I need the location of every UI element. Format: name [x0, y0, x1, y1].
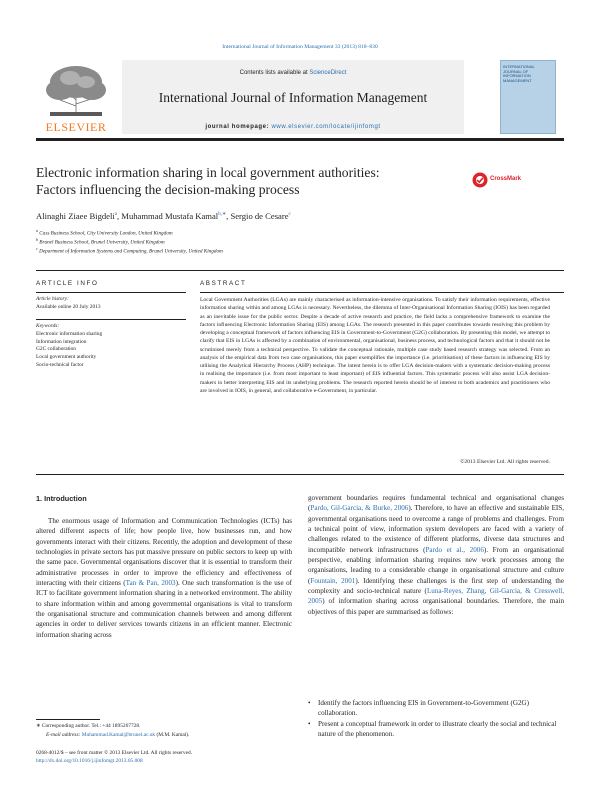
footnote-rule — [36, 719, 100, 720]
body-column-right — [308, 493, 564, 617]
keywords-block — [36, 323, 186, 370]
homepage-label: journal homepage: — [205, 124, 270, 130]
article-title-line1: Electronic information sharing in local government authorities: — [36, 165, 380, 180]
article-info-heading: ARTICLE INFO — [36, 280, 99, 287]
keyword-item: Information integration — [36, 338, 87, 345]
affiliation-text: Brunel Business School, Brunel University, United Kingdom — [39, 239, 165, 246]
objectives-list — [308, 698, 564, 739]
header-rule — [36, 138, 564, 141]
objective-item — [308, 698, 564, 719]
section-rule — [36, 270, 564, 271]
crossmark-label: CrossMark — [490, 176, 522, 182]
copyright-line: ©2013 Elsevier Ltd. All rights reserved. — [460, 459, 550, 465]
affiliation-text: Department of Information Systems and Computing, Brunel University, United Kingdom — [39, 248, 223, 255]
author-2-affil[interactable]: b,∗ — [218, 212, 227, 218]
homepage-link[interactable]: www.elsevier.com/locate/ijinfomgt — [271, 124, 381, 130]
contents-prefix: Contents lists available at — [239, 70, 310, 76]
citation-link[interactable]: Tan & Pan, 2003 — [125, 579, 176, 588]
keyword-item: G2C collaboration — [36, 346, 76, 353]
intro-paragraph-continued — [308, 493, 564, 617]
bullet-icon: • — [308, 699, 311, 707]
abstract-bottom-rule — [36, 474, 564, 475]
crossmark-icon — [472, 172, 488, 188]
author-2: Muhammad Mustafa Kamal — [121, 211, 219, 221]
author-separator: , — [226, 211, 231, 221]
affiliation-marker: c — [36, 246, 38, 251]
affiliation-text: Cass Business School, City University London, United Kingdom — [39, 230, 173, 237]
citation-link[interactable]: Luna-Reyes, Zhang, Gil-Garcia, & Cresswell, 2005 — [308, 587, 564, 606]
author-list — [36, 211, 564, 221]
keywords-label: Keywords: — [36, 323, 60, 329]
keyword-item: Electronic information sharing — [36, 330, 103, 337]
affiliation-a — [36, 228, 564, 237]
body-column-left — [36, 516, 292, 640]
sciencedirect-link[interactable]: ScienceDirect — [309, 70, 347, 76]
citation-link[interactable]: Fountain, 2001 — [310, 576, 356, 585]
paragraph-text: ) of information sharing across organisational boundaries. Therefore, the main objectives of this paper are summarised as follows: — [308, 597, 564, 616]
paragraph-text: ). From an organisational perspective, enabling information sharing requires new work processes among the organisations, leading to a considerable change in organisational structure and culture ( — [308, 545, 564, 585]
email-label: E-mail address: — [46, 732, 82, 738]
author-3: Sergio de Cesare — [230, 211, 289, 221]
history-label: Article history: — [36, 296, 69, 302]
contents-line — [122, 70, 464, 76]
history-value: Available online 20 July 2013 — [36, 303, 101, 310]
publisher-name: ELSEVIER — [45, 120, 107, 134]
keywords-rule — [36, 319, 186, 320]
author-3-affil[interactable]: c — [288, 212, 291, 218]
article-title — [36, 165, 456, 199]
journal-cover-title: INTERNATIONAL JOURNAL OF INFORMATION MANAGEMENT — [503, 64, 535, 83]
crossmark-badge[interactable] — [472, 171, 532, 189]
journal-citation[interactable]: International Journal of Information Management 33 (2013) 818–830 — [222, 44, 378, 50]
corresponding-author-note: ∗ Corresponding author. Tel.: +44 1895267728. — [36, 723, 141, 729]
affiliation-c — [36, 246, 564, 255]
intro-paragraph — [36, 516, 292, 640]
abstract-heading: ABSTRACT — [200, 280, 247, 287]
paragraph-text: ). Therefore, to have an effective and sustainable EIS, governmental organisations need to overcome a range of problems and challenges. From a technical point of view, information system developers are faced with a variety of challenges related to the existence of different platforms, diverse data structures and incompatible network infrastructures ( — [308, 504, 564, 554]
objective-item — [308, 719, 564, 740]
author-1: Alinaghi Ziaee Bigdeli — [36, 211, 115, 221]
citation-link[interactable]: Pardo, Gil-Garcia, & Burke, 2006 — [310, 504, 409, 513]
email-link[interactable]: Muhammad.Kamal@brunel.ac.uk — [81, 732, 156, 738]
journal-title: International Journal of Information Management — [158, 90, 428, 105]
bullet-icon: • — [308, 719, 311, 728]
abstract-rule — [200, 292, 564, 293]
affiliation-marker: a — [36, 228, 38, 233]
article-info-rule — [36, 292, 186, 293]
objective-text: Present a conceptual framework in order to illustrate clearly the social and technical nature of the phenomenon. — [318, 719, 557, 738]
author-separator: , — [117, 211, 122, 221]
paragraph-text: ). One such transformation is the use of ICT to facilitate government information sharing in a networked environment. The ability to share information within and among governmental organisations is vital to transform the organisational structure and communication channels between and among different agencies in order to deliver services towards citizens in an efficient manner. Electronic information sharing across — [36, 579, 292, 639]
affiliation-marker: b — [36, 237, 38, 242]
author-1-affil[interactable]: a — [114, 212, 117, 218]
doi-link[interactable]: http://dx.doi.org/10.1016/j.ijinfomgt.2013.05.008 — [36, 758, 143, 764]
email-suffix: (M.M. Kamal). — [155, 732, 190, 738]
objective-text: Identify the factors influencing EIS in Government-to-Government (G2G) collaboration. — [318, 699, 529, 718]
paragraph-text: government boundaries requires fundamental technical and organisational changes ( — [308, 494, 564, 513]
journal-homepage-line — [122, 124, 464, 130]
affiliation-b — [36, 237, 564, 246]
introduction-heading: 1. Introduction — [36, 494, 87, 503]
article-history — [36, 296, 186, 312]
issn-line: 0268-4012/$ – see front matter © 2013 Elsevier Ltd. All rights reserved. — [36, 750, 193, 756]
keyword-item: Local government authority — [36, 354, 97, 361]
abstract-text: Local Government Authorities (LGAs) are mainly characterised as information-intensive organisations. To satisfy their information requirements, effective information sharing within and among LGAs is necessary. Nevertheless, the dilemma of Inter-Organisational Information Sharing (IOIS) has been regarded as an inevitable issue for the public sector. Despite a decade of active research and practice, the field lacks a comprehensive framework to examine the factors influencing Electronic Information Sharing (EIS) among LGAs. The research presented in this paper contributes towards resolving this problem by developing a conceptual framework of factors influencing EIS in Government-to-Government (G2G) collaboration. By presenting this model, we attempt to clarify that EIS in LGAs is affected by a combination of environmental, organisational, business process, and technological factors and that it should not be scrutinised merely from a technical perspective. To validate the conceptual rationale, multiple case study based research strategy was selected. From an analysis of the empirical data from two case organisations, this paper exemplifies the importance (i.e. prioritisation) of these factors in influencing EIS by utilising the Analytical Hierarchy Process (AHP) technique. The intent herein is to offer LGA decision-makers with a systematic decision-making process in realising the importance (i.e. from most important to least important) of EIS influential factors. This systematic process will also assist LGA decision-makers in better interpreting EIS and its underlying problems. The research reported herein should be of interest to both academics and practitioners who are involved in IOIS, in general, and collaborative e-Government, in particular. — [200, 297, 550, 394]
paragraph-text: The enormous usage of Information and Communication Technologies (ICTs) has altered different aspects of life; how people live, how businesses run, and how governments interact with their citizens. Recently, the adoption and development of these technologies in private sectors has put massive pressure on public sectors to keep up with the same pace. Governmental organisations discover that it is essential to transform their administrative processes in order to improve the efficiency and effectiveness of interacting with their citizens ( — [36, 517, 292, 588]
paragraph-text: ). Identifying these challenges is the first step of understanding the complexity and socio-technical nature ( — [308, 576, 564, 596]
article-title-line2: Factors influencing the decision-making process — [36, 181, 300, 197]
keyword-item: Socio-technical factor — [36, 362, 84, 369]
email-note — [46, 732, 306, 740]
citation-link[interactable]: Pardo et al., 2006 — [425, 545, 484, 554]
